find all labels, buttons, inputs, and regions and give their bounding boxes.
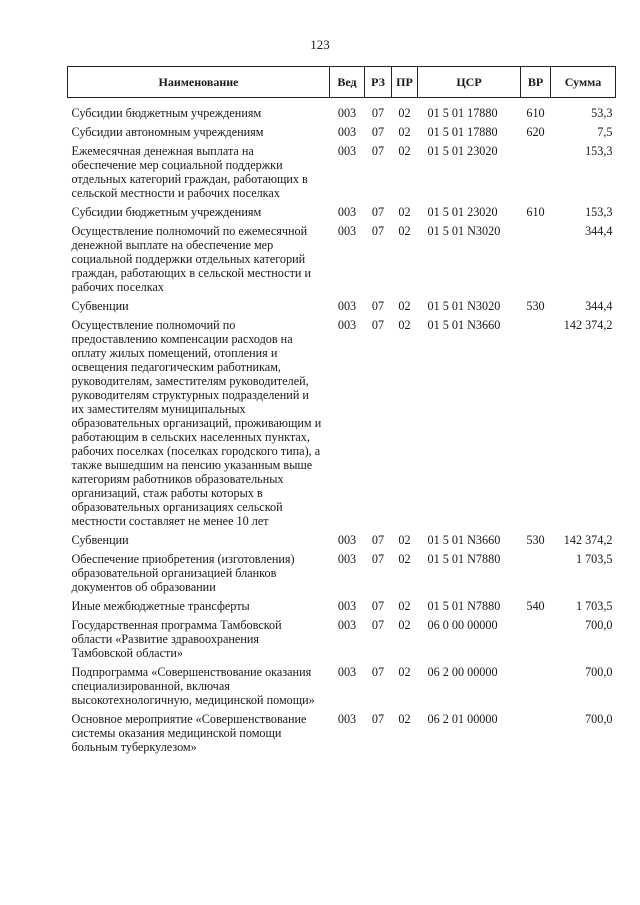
cell-pr: 02 [398,599,411,613]
cell-csr: 01 5 01 17880 [427,125,498,139]
cell-sum: 1 703,5 [575,599,613,613]
cell-ved: 003 [337,665,357,679]
cell-pr: 02 [398,618,411,632]
table-row [68,552,616,599]
table-body [68,98,616,760]
cell-rz: 07 [371,125,385,139]
cell-name: Субвенции [71,299,129,313]
cell-pr: 02 [398,712,411,726]
cell-name: Субсидии автономным учреждениям [71,125,264,139]
cell-ved: 003 [337,125,357,139]
cell-name: Иные межбюджетные трансферты [71,599,250,613]
cell-name: Подпрограмма «Совершенствование оказания специализированной, включая высокотехнологичную, медицинской помощи» [71,665,315,707]
cell-rz: 07 [371,665,385,679]
cell-ved: 003 [337,533,357,547]
cell-csr: 01 5 01 17880 [427,106,498,120]
cell-csr: 06 2 01 00000 [427,712,498,726]
table-row [68,98,616,126]
cell-name: Обеспечение приобретения (изготовления) образовательной организацией бланков документов об образовании [71,552,295,594]
cell-csr: 01 5 01 N7880 [427,599,501,613]
cell-ved: 003 [337,144,357,158]
budget-table [67,66,616,759]
table-header [68,67,616,98]
cell-vr: 540 [526,599,545,613]
cell-vr [521,318,551,533]
cell-pr: 02 [398,224,411,238]
table-row [68,144,616,205]
table-row [68,299,616,318]
cell-vr: 620 [526,125,545,139]
page-number: 123 [310,37,330,52]
table-row [68,712,616,759]
header-name: Наименование [68,67,330,98]
cell-ved: 003 [337,224,357,238]
cell-pr: 02 [398,318,411,332]
table-row [68,599,616,618]
cell-rz: 07 [371,224,385,238]
cell-rz: 07 [371,712,385,726]
cell-rz: 07 [371,533,385,547]
table-row [68,125,616,144]
cell-csr: 01 5 01 23020 [427,205,498,219]
cell-ved: 003 [337,318,357,332]
table-row [68,318,616,533]
cell-name: Субвенции [71,533,129,547]
cell-rz: 07 [371,618,385,632]
table-row [68,224,616,299]
cell-sum: 700,0 [585,712,613,726]
cell-ved: 003 [337,299,357,313]
cell-rz: 07 [371,552,385,566]
cell-name: Субсидии бюджетным учреждениям [71,205,262,219]
cell-pr: 02 [398,106,411,120]
cell-pr: 02 [398,533,411,547]
cell-pr: 02 [398,665,411,679]
table-row [68,665,616,712]
cell-name: Осуществление полномочий по предоставлению компенсации расходов на оплату жилых помещений, отопления и освещения педагогическим работникам, руководителям, заместителям руководителей, руководителям структурных подразделений и их заместителям муниципальных образовательных организаций, проживающим и работающим в сельских населенных пунктах, рабочих поселках (поселках городского типа), а также вышедшим на пенсию указанным выше категориям работников образовательных организаций, стаж работы которых в образовательных организациях сельской местности составляет не менее 10 лет [71,318,322,528]
cell-sum: 142 374,2 [563,533,613,547]
cell-vr [521,665,551,712]
cell-name: Основное мероприятие «Совершенствование системы оказания медицинской помощи больным туберкулезом» [71,712,307,754]
cell-pr: 02 [398,299,411,313]
header-ved: Вед [330,67,365,98]
cell-ved: 003 [337,552,357,566]
cell-vr [521,618,551,665]
cell-sum: 344,4 [585,299,613,313]
cell-ved: 003 [337,106,357,120]
cell-pr: 02 [398,144,411,158]
cell-csr: 01 5 01 N3020 [427,224,501,238]
cell-vr: 610 [526,106,545,120]
cell-sum: 700,0 [585,618,613,632]
cell-csr: 01 5 01 N3660 [427,318,501,332]
cell-csr: 01 5 01 N3020 [427,299,501,313]
cell-rz: 07 [371,299,385,313]
cell-csr: 06 2 00 00000 [427,665,498,679]
cell-csr: 01 5 01 23020 [427,144,498,158]
cell-rz: 07 [371,144,385,158]
cell-vr [521,712,551,759]
cell-sum: 7,5 [597,125,613,139]
table-row [68,618,616,665]
cell-vr [521,552,551,599]
cell-vr: 530 [526,533,545,547]
cell-csr: 01 5 01 N3660 [427,533,501,547]
cell-vr [521,144,551,205]
header-rz: РЗ [365,67,392,98]
cell-sum: 53,3 [591,106,613,120]
cell-sum: 1 703,5 [575,552,613,566]
cell-csr: 01 5 01 N7880 [427,552,501,566]
cell-sum: 700,0 [585,665,613,679]
cell-rz: 07 [371,599,385,613]
cell-ved: 003 [337,712,357,726]
header-sum: Сумма [551,67,616,98]
cell-rz: 07 [371,106,385,120]
cell-name: Осуществление полномочий по ежемесячной денежной выплате на обеспечение мер социальной поддержки отдельных категорий граждан, работающих в сельской местности и рабочих поселках [71,224,312,294]
cell-pr: 02 [398,552,411,566]
cell-ved: 003 [337,205,357,219]
cell-vr: 610 [526,205,545,219]
cell-rz: 07 [371,318,385,332]
table-row [68,205,616,224]
cell-name: Субсидии бюджетным учреждениям [71,106,262,120]
cell-vr: 530 [526,299,545,313]
cell-sum: 153,3 [585,205,613,219]
cell-pr: 02 [398,205,411,219]
cell-sum: 153,3 [585,144,613,158]
cell-ved: 003 [337,618,357,632]
header-vr: ВР [521,67,551,98]
cell-pr: 02 [398,125,411,139]
cell-ved: 003 [337,599,357,613]
cell-name: Государственная программа Тамбовской области «Развитие здравоохранения Тамбовской области» [71,618,282,660]
cell-vr [521,224,551,299]
cell-rz: 07 [371,205,385,219]
cell-sum: 344,4 [585,224,613,238]
cell-sum: 142 374,2 [563,318,613,332]
cell-csr: 06 0 00 00000 [427,618,498,632]
cell-name: Ежемесячная денежная выплата на обеспечение мер социальной поддержки отдельных категорий граждан, работающих в сельской местности и рабочих поселках [71,144,308,200]
header-pr: ПР [392,67,418,98]
header-csr: ЦСР [418,67,521,98]
table-row [68,533,616,552]
